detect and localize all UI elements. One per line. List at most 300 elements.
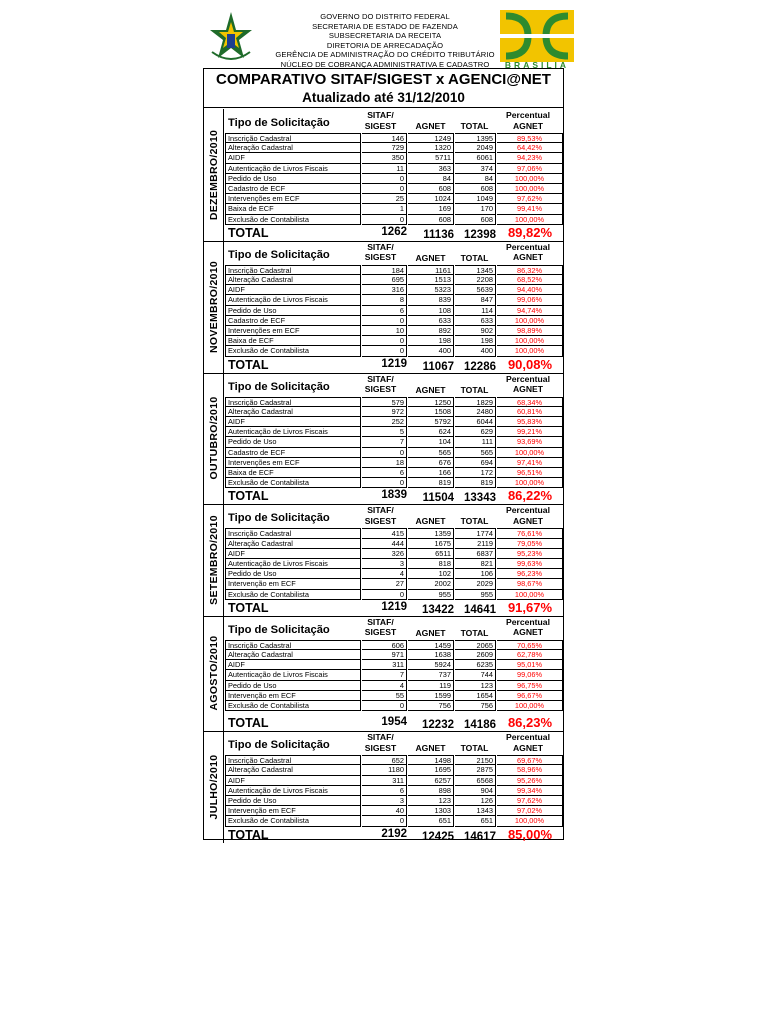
row-total: 2480 bbox=[455, 407, 496, 417]
column-header-percent-line2: AGNET bbox=[512, 515, 544, 526]
row-sitaf: 326 bbox=[362, 549, 407, 559]
row-tipo: Intervenção em ECF bbox=[225, 806, 361, 816]
total-percent: 86,23% bbox=[507, 715, 553, 731]
column-header-sitaf-line1: SITAF/ bbox=[367, 110, 394, 120]
table-row bbox=[225, 346, 563, 356]
table-row bbox=[225, 417, 563, 427]
row-total: 629 bbox=[455, 427, 496, 437]
month-label bbox=[204, 373, 224, 505]
column-header-sitaf bbox=[360, 374, 401, 395]
row-total: 902 bbox=[455, 326, 496, 336]
table-row bbox=[225, 215, 563, 225]
row-total: 1829 bbox=[455, 397, 496, 407]
row-agnet: 363 bbox=[408, 164, 454, 174]
total-row bbox=[225, 489, 563, 503]
total-total: 12398 bbox=[464, 228, 496, 241]
row-sitaf: 0 bbox=[362, 316, 407, 326]
total-row bbox=[225, 716, 563, 730]
row-sitaf: 3 bbox=[362, 796, 407, 806]
row-tipo: Autenticação de Livros Fiscais bbox=[225, 427, 361, 437]
table-row bbox=[225, 755, 563, 765]
row-tipo: Inscrição Cadastral bbox=[225, 528, 361, 538]
table-row bbox=[225, 691, 563, 701]
row-tipo: Alteração Cadastral bbox=[225, 765, 361, 775]
row-sitaf: 695 bbox=[362, 275, 407, 285]
row-agnet: 892 bbox=[408, 326, 454, 336]
column-header-percent-line2: AGNET bbox=[512, 252, 544, 263]
row-total: 2609 bbox=[455, 650, 496, 660]
row-agnet: 1161 bbox=[408, 265, 454, 275]
row-agnet: 839 bbox=[408, 295, 454, 305]
row-total: 694 bbox=[455, 458, 496, 468]
column-header-percent-line1: Percentual bbox=[506, 110, 550, 120]
column-header-tipo: Tipo de Solicitação bbox=[228, 739, 330, 752]
row-total: 400 bbox=[455, 346, 496, 356]
row-sitaf: 311 bbox=[362, 776, 407, 786]
row-agnet: 1695 bbox=[408, 765, 454, 775]
column-header-percent-line2: AGNET bbox=[512, 742, 544, 753]
row-total: 1774 bbox=[455, 528, 496, 538]
row-sitaf: 350 bbox=[362, 153, 407, 163]
column-header-total: TOTAL bbox=[460, 516, 489, 527]
total-sitaf: 1839 bbox=[381, 489, 407, 502]
total-agnet: 11504 bbox=[422, 492, 454, 505]
row-percent: 100,00% bbox=[497, 816, 563, 826]
row-agnet: 1459 bbox=[408, 640, 454, 650]
header-line: NÚCLEO DE COBRANÇA ADMINISTRATIVA E CADASTRO bbox=[280, 59, 490, 69]
row-total: 744 bbox=[455, 670, 496, 680]
month-section bbox=[204, 731, 563, 842]
row-tipo: Pedido de Uso bbox=[225, 796, 361, 806]
column-header-agnet: AGNET bbox=[415, 627, 446, 638]
row-tipo: Exclusão de Contabilista bbox=[225, 478, 361, 488]
row-sitaf: 972 bbox=[362, 407, 407, 417]
row-sitaf: 311 bbox=[362, 660, 407, 670]
row-tipo: Inscrição Cadastral bbox=[225, 397, 361, 407]
row-total: 126 bbox=[455, 796, 496, 806]
month-label bbox=[204, 241, 224, 373]
row-agnet: 1638 bbox=[408, 650, 454, 660]
row-total: 821 bbox=[455, 559, 496, 569]
row-tipo: Exclusão de Contabilista bbox=[225, 816, 361, 826]
row-total: 2049 bbox=[455, 143, 496, 153]
row-agnet: 123 bbox=[408, 796, 454, 806]
row-percent: 100,00% bbox=[497, 448, 563, 458]
row-sitaf: 415 bbox=[362, 528, 407, 538]
header-line: DIRETORIA DE ARRECADAÇÃO bbox=[326, 40, 444, 50]
row-percent: 97,02% bbox=[497, 806, 563, 816]
table-row bbox=[225, 816, 563, 826]
row-total: 651 bbox=[455, 816, 496, 826]
total-label: TOTAL bbox=[228, 489, 269, 504]
month-section bbox=[204, 109, 563, 241]
row-percent: 60,81% bbox=[497, 407, 563, 417]
row-tipo: Autenticação de Livros Fiscais bbox=[225, 786, 361, 796]
row-tipo: Exclusão de Contabilista bbox=[225, 701, 361, 711]
brasilia-logo bbox=[498, 8, 576, 72]
row-tipo: Baixa de ECF bbox=[225, 204, 361, 214]
table-row bbox=[225, 316, 563, 326]
row-sitaf: 0 bbox=[362, 478, 407, 488]
row-percent: 79,05% bbox=[497, 539, 563, 549]
total-sitaf: 1219 bbox=[381, 357, 407, 370]
total-label: TOTAL bbox=[228, 225, 269, 240]
header-line: GERÊNCIA DE ADMINISTRAÇÃO DO CRÉDITO TRIBUTÁRIO bbox=[275, 50, 495, 60]
row-total: 756 bbox=[455, 701, 496, 711]
row-percent: 96,23% bbox=[497, 569, 563, 579]
row-percent: 95,23% bbox=[497, 549, 563, 559]
row-sitaf: 8 bbox=[362, 295, 407, 305]
total-total: 14641 bbox=[464, 603, 496, 616]
row-percent: 94,23% bbox=[497, 153, 563, 163]
row-agnet: 651 bbox=[408, 816, 454, 826]
row-percent: 99,06% bbox=[497, 670, 563, 680]
column-header-total: TOTAL bbox=[460, 743, 489, 754]
row-percent: 96,51% bbox=[497, 468, 563, 478]
row-sitaf: 606 bbox=[362, 640, 407, 650]
header-institution bbox=[272, 12, 498, 70]
row-sitaf: 0 bbox=[362, 215, 407, 225]
title-divider bbox=[204, 107, 563, 108]
row-sitaf: 4 bbox=[362, 681, 407, 691]
row-percent: 95,83% bbox=[497, 417, 563, 427]
total-agnet: 12232 bbox=[422, 719, 454, 732]
column-header-total: TOTAL bbox=[460, 384, 489, 395]
table-row bbox=[225, 539, 563, 549]
row-total: 106 bbox=[455, 569, 496, 579]
row-sitaf: 652 bbox=[362, 755, 407, 765]
row-tipo: Intervenção em ECF bbox=[225, 579, 361, 589]
row-sitaf: 4 bbox=[362, 569, 407, 579]
logo-text: BRASILIA bbox=[504, 60, 570, 70]
total-row bbox=[225, 358, 563, 372]
row-tipo: Autenticação de Livros Fiscais bbox=[225, 295, 361, 305]
column-header-tipo: Tipo de Solicitação bbox=[228, 248, 330, 261]
column-header-total: TOTAL bbox=[460, 627, 489, 638]
row-tipo: Alteração Cadastral bbox=[225, 539, 361, 549]
row-percent: 98,89% bbox=[497, 326, 563, 336]
row-tipo: Pedido de Uso bbox=[225, 174, 361, 184]
total-sitaf: 2192 bbox=[381, 827, 407, 840]
column-header-total: TOTAL bbox=[460, 121, 489, 131]
row-agnet: 633 bbox=[408, 316, 454, 326]
row-agnet: 818 bbox=[408, 559, 454, 569]
table-row bbox=[225, 184, 563, 194]
row-percent: 94,40% bbox=[497, 285, 563, 295]
row-sitaf: 3 bbox=[362, 559, 407, 569]
row-total: 1654 bbox=[455, 691, 496, 701]
row-agnet: 169 bbox=[408, 204, 454, 214]
total-percent: 89,82% bbox=[507, 224, 553, 240]
row-sitaf: 316 bbox=[362, 285, 407, 295]
total-agnet: 13422 bbox=[422, 603, 454, 616]
row-percent: 100,00% bbox=[497, 478, 563, 488]
total-label: TOTAL bbox=[228, 357, 269, 372]
row-total: 2119 bbox=[455, 539, 496, 549]
table-row bbox=[225, 549, 563, 559]
column-header-percent bbox=[494, 617, 562, 638]
total-row bbox=[225, 828, 563, 842]
column-header-total: TOTAL bbox=[460, 252, 489, 263]
row-sitaf: 0 bbox=[362, 346, 407, 356]
row-sitaf: 444 bbox=[362, 539, 407, 549]
row-agnet: 1675 bbox=[408, 539, 454, 549]
total-label: TOTAL bbox=[228, 716, 269, 731]
row-percent: 100,00% bbox=[497, 346, 563, 356]
column-header-agnet: AGNET bbox=[415, 516, 446, 527]
row-sitaf: 0 bbox=[362, 184, 407, 194]
row-total: 847 bbox=[455, 295, 496, 305]
row-tipo: Baixa de ECF bbox=[225, 336, 361, 346]
row-total: 565 bbox=[455, 448, 496, 458]
total-total: 14186 bbox=[464, 719, 496, 732]
row-percent: 68,34% bbox=[497, 397, 563, 407]
row-agnet: 819 bbox=[408, 478, 454, 488]
row-agnet: 1249 bbox=[408, 133, 454, 143]
column-header-sitaf bbox=[360, 617, 401, 638]
row-tipo: Pedido de Uso bbox=[225, 437, 361, 447]
table-row bbox=[225, 681, 563, 691]
row-tipo: Inscrição Cadastral bbox=[225, 640, 361, 650]
row-total: 374 bbox=[455, 164, 496, 174]
row-tipo: Inscrição Cadastral bbox=[225, 755, 361, 765]
table-row bbox=[225, 660, 563, 670]
column-header-percent-line1: Percentual bbox=[506, 241, 550, 252]
row-agnet: 108 bbox=[408, 306, 454, 316]
row-tipo: Cadastro de ECF bbox=[225, 184, 361, 194]
table-row bbox=[225, 640, 563, 650]
row-total: 1395 bbox=[455, 133, 496, 143]
row-percent: 96,67% bbox=[497, 691, 563, 701]
row-tipo: Inscrição Cadastral bbox=[225, 133, 361, 143]
table-row bbox=[225, 265, 563, 275]
row-agnet: 5924 bbox=[408, 660, 454, 670]
table-row bbox=[225, 559, 563, 569]
row-percent: 97,06% bbox=[497, 164, 563, 174]
row-percent: 69,67% bbox=[497, 755, 563, 765]
row-total: 84 bbox=[455, 174, 496, 184]
row-sitaf: 0 bbox=[362, 701, 407, 711]
row-agnet: 119 bbox=[408, 681, 454, 691]
month-section bbox=[204, 241, 563, 373]
row-percent: 98,67% bbox=[497, 579, 563, 589]
row-sitaf: 0 bbox=[362, 816, 407, 826]
table-row bbox=[225, 806, 563, 816]
row-agnet: 102 bbox=[408, 569, 454, 579]
row-tipo: Cadastro de ECF bbox=[225, 448, 361, 458]
total-percent: 86,22% bbox=[507, 488, 553, 504]
row-percent: 89,53% bbox=[497, 133, 563, 143]
row-agnet: 737 bbox=[408, 670, 454, 680]
total-percent: 85,00% bbox=[507, 826, 553, 842]
row-sitaf: 11 bbox=[362, 164, 407, 174]
column-header-sitaf-line1: SITAF/ bbox=[367, 505, 394, 516]
column-header-sitaf bbox=[360, 110, 401, 131]
table-row bbox=[225, 701, 563, 711]
table-row bbox=[225, 133, 563, 143]
row-agnet: 1513 bbox=[408, 275, 454, 285]
page-subtitle: Atualizado até 31/12/2010 bbox=[302, 90, 465, 105]
row-sitaf: 27 bbox=[362, 579, 407, 589]
table-row bbox=[225, 174, 563, 184]
month-label bbox=[204, 504, 224, 615]
row-agnet: 1599 bbox=[408, 691, 454, 701]
table-row bbox=[225, 143, 563, 153]
header-line: GOVERNO DO DISTRITO FEDERAL bbox=[320, 12, 450, 21]
row-tipo: Inscrição Cadastral bbox=[225, 265, 361, 275]
month-label-text: NOVEMBRO/2010 bbox=[207, 260, 220, 353]
row-percent: 76,61% bbox=[497, 528, 563, 538]
row-tipo: Intervenções em ECF bbox=[225, 194, 361, 204]
month-section bbox=[204, 616, 563, 731]
total-label: TOTAL bbox=[228, 827, 269, 842]
row-percent: 96,75% bbox=[497, 681, 563, 691]
table-row bbox=[225, 427, 563, 437]
column-header-percent bbox=[494, 242, 562, 263]
row-sitaf: 7 bbox=[362, 670, 407, 680]
total-sitaf: 1954 bbox=[381, 716, 407, 729]
column-header-sitaf-line2: SIGEST bbox=[364, 627, 397, 638]
row-tipo: Pedido de Uso bbox=[225, 681, 361, 691]
row-percent: 97,41% bbox=[497, 458, 563, 468]
total-total: 12286 bbox=[464, 360, 496, 373]
row-percent: 100,00% bbox=[497, 590, 563, 600]
table-row bbox=[225, 579, 563, 589]
row-tipo: Intervenções em ECF bbox=[225, 326, 361, 336]
row-total: 2065 bbox=[455, 640, 496, 650]
row-agnet: 6257 bbox=[408, 776, 454, 786]
row-total: 172 bbox=[455, 468, 496, 478]
row-percent: 99,41% bbox=[497, 204, 563, 214]
row-agnet: 756 bbox=[408, 701, 454, 711]
row-sitaf: 7 bbox=[362, 437, 407, 447]
row-agnet: 1303 bbox=[408, 806, 454, 816]
total-percent: 90,08% bbox=[507, 356, 553, 372]
month-section bbox=[204, 373, 563, 505]
row-total: 2875 bbox=[455, 765, 496, 775]
row-sitaf: 6 bbox=[362, 306, 407, 316]
row-percent: 58,96% bbox=[497, 765, 563, 775]
table-row bbox=[225, 670, 563, 680]
row-sitaf: 971 bbox=[362, 650, 407, 660]
row-total: 114 bbox=[455, 306, 496, 316]
row-sitaf: 5 bbox=[362, 427, 407, 437]
row-agnet: 608 bbox=[408, 215, 454, 225]
table-row bbox=[225, 204, 563, 214]
row-agnet: 1250 bbox=[408, 397, 454, 407]
table-row bbox=[225, 468, 563, 478]
row-total: 633 bbox=[455, 316, 496, 326]
total-sitaf: 1262 bbox=[381, 225, 407, 238]
row-tipo: AIDF bbox=[225, 285, 361, 295]
row-percent: 99,34% bbox=[497, 786, 563, 796]
row-total: 819 bbox=[455, 478, 496, 488]
row-tipo: Alteração Cadastral bbox=[225, 407, 361, 417]
row-agnet: 6511 bbox=[408, 549, 454, 559]
column-header-tipo: Tipo de Solicitação bbox=[228, 623, 330, 636]
month-label bbox=[204, 109, 224, 241]
column-header-tipo: Tipo de Solicitação bbox=[228, 380, 330, 393]
month-label-text: DEZEMBRO/2010 bbox=[207, 129, 220, 221]
column-header-percent-line1: Percentual bbox=[506, 732, 550, 743]
row-percent: 86,32% bbox=[497, 265, 563, 275]
row-total: 6061 bbox=[455, 153, 496, 163]
row-tipo: Pedido de Uso bbox=[225, 306, 361, 316]
column-header-sitaf bbox=[360, 505, 401, 526]
row-tipo: Alteração Cadastral bbox=[225, 143, 361, 153]
row-total: 5639 bbox=[455, 285, 496, 295]
row-percent: 100,00% bbox=[497, 701, 563, 711]
row-total: 6044 bbox=[455, 417, 496, 427]
row-tipo: Pedido de Uso bbox=[225, 569, 361, 579]
table-row bbox=[225, 437, 563, 447]
column-header-percent bbox=[494, 732, 562, 753]
row-total: 6837 bbox=[455, 549, 496, 559]
column-header-percent-line1: Percentual bbox=[506, 616, 550, 627]
table-row bbox=[225, 590, 563, 600]
table-row bbox=[225, 397, 563, 407]
row-tipo: AIDF bbox=[225, 660, 361, 670]
row-total: 608 bbox=[455, 184, 496, 194]
column-header-percent bbox=[494, 374, 562, 395]
total-total: 13343 bbox=[464, 492, 496, 505]
row-total: 608 bbox=[455, 215, 496, 225]
row-percent: 97,62% bbox=[497, 796, 563, 806]
row-tipo: Autenticação de Livros Fiscais bbox=[225, 559, 361, 569]
row-total: 170 bbox=[455, 204, 496, 214]
row-percent: 93,69% bbox=[497, 437, 563, 447]
row-total: 2029 bbox=[455, 579, 496, 589]
column-header-tipo: Tipo de Solicitação bbox=[228, 117, 330, 129]
column-header-sitaf-line2: SIGEST bbox=[364, 384, 397, 395]
row-total: 6235 bbox=[455, 660, 496, 670]
total-total: 14617 bbox=[464, 830, 496, 843]
row-total: 6568 bbox=[455, 776, 496, 786]
row-total: 198 bbox=[455, 336, 496, 346]
table-row bbox=[225, 478, 563, 488]
column-header-sitaf-line2: SIGEST bbox=[364, 515, 397, 526]
column-header-agnet: AGNET bbox=[415, 743, 446, 754]
row-total: 1345 bbox=[455, 265, 496, 275]
table-row bbox=[225, 326, 563, 336]
page-title: COMPARATIVO SITAF/SIGEST x AGENCI@NET bbox=[216, 71, 551, 88]
total-agnet: 11136 bbox=[423, 228, 454, 241]
table-row bbox=[225, 407, 563, 417]
row-tipo: AIDF bbox=[225, 153, 361, 163]
table-row bbox=[225, 285, 563, 295]
table-row bbox=[225, 153, 563, 163]
column-header-percent-line2: AGNET bbox=[512, 384, 544, 395]
month-label-text: SETEMBRO/2010 bbox=[207, 515, 220, 605]
column-header-sitaf bbox=[360, 242, 401, 263]
row-agnet: 5792 bbox=[408, 417, 454, 427]
row-tipo: AIDF bbox=[225, 417, 361, 427]
total-row bbox=[225, 601, 563, 615]
row-tipo: Alteração Cadastral bbox=[225, 650, 361, 660]
column-header-percent-line2: AGNET bbox=[512, 120, 544, 131]
row-sitaf: 1 bbox=[362, 204, 407, 214]
row-sitaf: 729 bbox=[362, 143, 407, 153]
row-agnet: 104 bbox=[408, 437, 454, 447]
row-agnet: 400 bbox=[408, 346, 454, 356]
row-total: 2150 bbox=[455, 755, 496, 765]
row-agnet: 1498 bbox=[408, 755, 454, 765]
column-header-percent-line2: AGNET bbox=[512, 627, 544, 638]
total-row bbox=[225, 226, 563, 240]
table-row bbox=[225, 786, 563, 796]
total-percent: 91,67% bbox=[507, 599, 553, 615]
row-total: 123 bbox=[455, 681, 496, 691]
